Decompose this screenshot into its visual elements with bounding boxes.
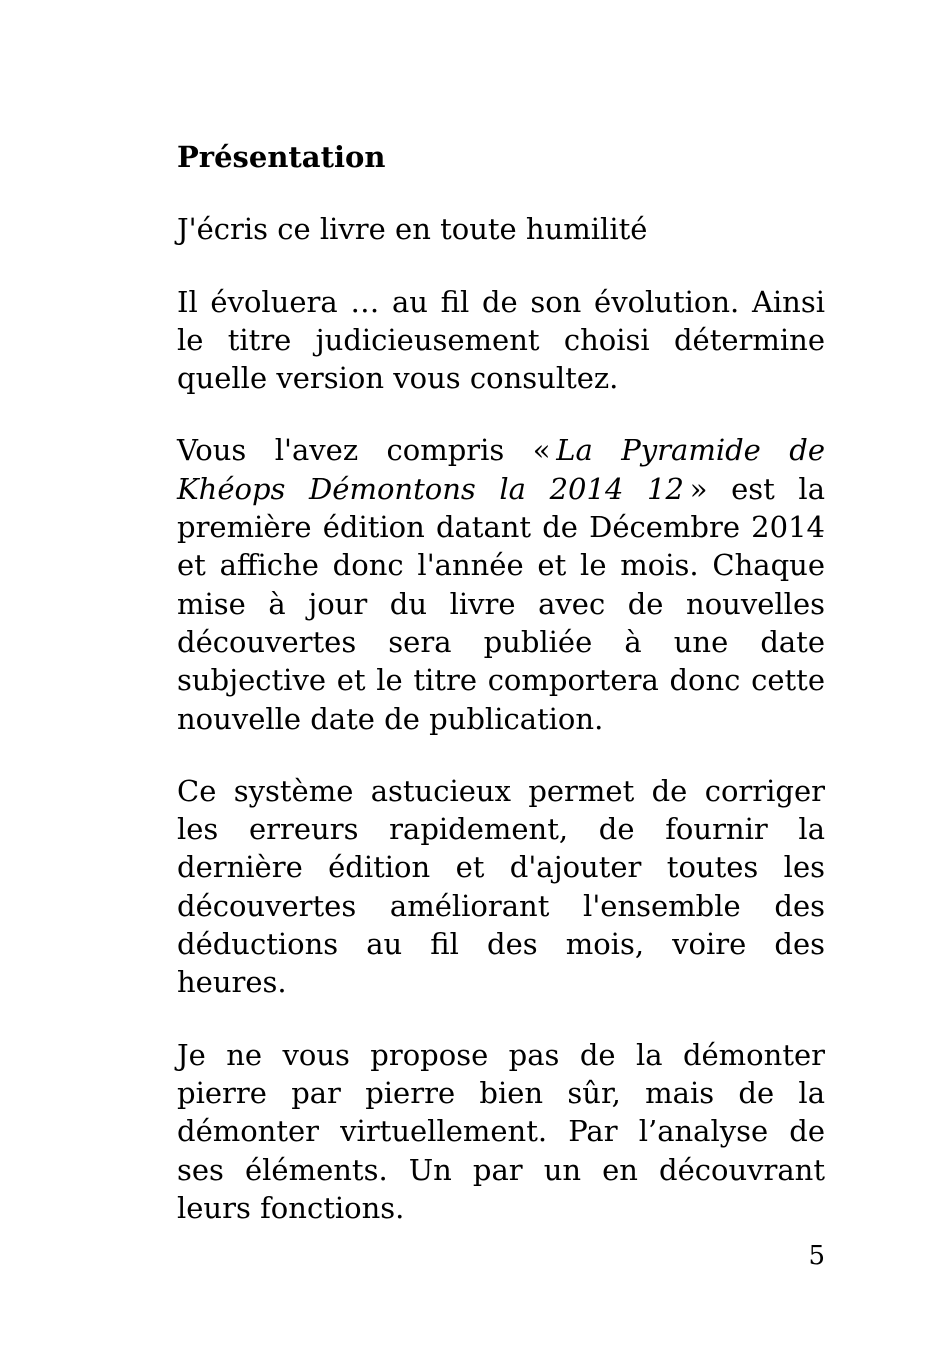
paragraph-evolution: Il évoluera … au fil de son évolution. Ainsi le titre judicieusement choisi détermine quelle version vous consultez.: [177, 284, 825, 396]
paragraph-edition-rest: » est la première édition datant de Décembre 2014 et affiche donc l'année et le mois. Chaque mise à jour du livre avec de nouvelles découvertes sera publiée à une date subjective et le titre comportera donc cette nouvelle date de publication.: [177, 471, 825, 736]
section-heading: Présentation: [177, 140, 386, 174]
page-content: [177, 138, 825, 1227]
paragraph-edition-lead: Vous l'avez compris «: [177, 433, 551, 468]
paragraph-edition: [177, 431, 825, 737]
book-title: La Pyramide de Khéops Démontons la 2014 12: [177, 433, 825, 506]
paragraph-dismantle: Je ne vous propose pas de la démonter pierre par pierre bien sûr, mais de la démonter virtuellement. Par l’analyse de ses éléments. Un par un en découvrant leurs fonctions.: [177, 1037, 825, 1225]
paragraph-system: Ce système astucieux permet de corriger les erreurs rapidement, de fournir la dernière édition et d'ajouter toutes les découvertes améliorant l'ensemble des déductions au fil des mois, voire des heures.: [177, 773, 825, 1000]
page-number: 5: [808, 1241, 825, 1271]
paragraph-intro: J'écris ce livre en toute humilité: [177, 212, 648, 247]
